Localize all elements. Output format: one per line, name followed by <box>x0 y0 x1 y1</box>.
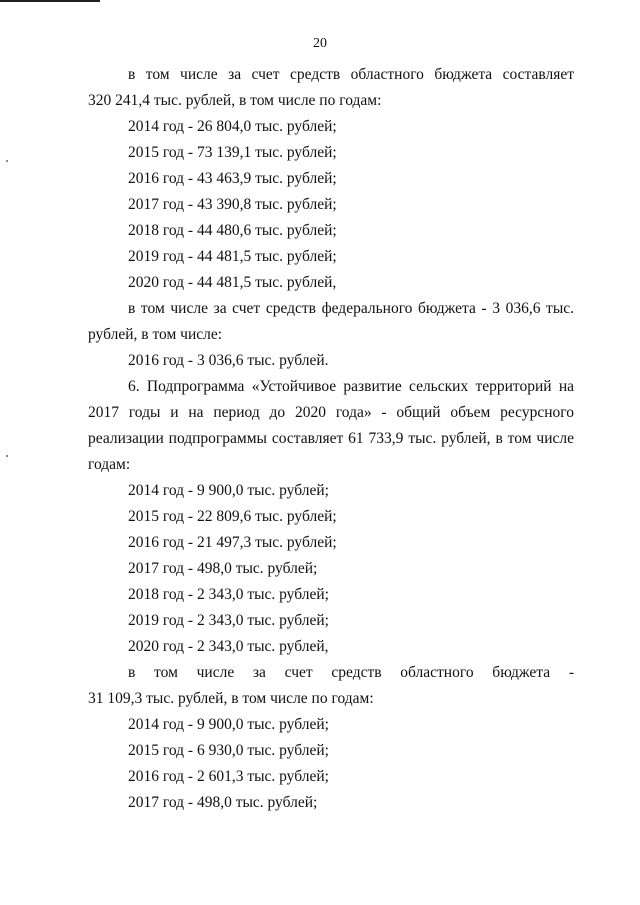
text-line: 2020 год - 44 481,5 тыс. рублей, <box>128 274 337 291</box>
text-line: 2019 год - 44 481,5 тыс. рублей; <box>128 248 337 265</box>
scan-speck <box>6 455 8 457</box>
text-line: 2016 год - 43 463,9 тыс. рублей; <box>128 170 337 187</box>
text-line: 2015 год - 73 139,1 тыс. рублей; <box>128 144 337 161</box>
top-rule <box>0 0 100 2</box>
text-line: 6. Подпрограмма «Устойчивое развитие сельских территорий на <box>128 378 574 395</box>
text-line: 2020 год - 2 343,0 тыс. рублей, <box>128 638 329 655</box>
text-line: 2014 год - 9 900,0 тыс. рублей; <box>128 716 329 733</box>
text-line: 320 241,4 тыс. рублей, в том числе по годам: <box>88 92 382 109</box>
text-line: реализации подпрограммы составляет 61 733,9 тыс. рублей, в том числе <box>88 430 574 447</box>
text-line: 2017 год - 43 390,8 тыс. рублей; <box>128 196 337 213</box>
text-line: 2018 год - 44 480,6 тыс. рублей; <box>128 222 337 239</box>
document-body <box>88 62 574 816</box>
text-line: 2014 год - 9 900,0 тыс. рублей; <box>128 482 329 499</box>
text-line: 2015 год - 6 930,0 тыс. рублей; <box>128 742 329 759</box>
text-line: в том числе за счет средств федерального бюджета - 3 036,6 тыс. <box>128 300 574 317</box>
text-line: 2017 годы и на период до 2020 года» - общий объем ресурсного <box>88 404 574 421</box>
text-line: рублей, в том числе: <box>88 326 223 343</box>
text-line: 2018 год - 2 343,0 тыс. рублей; <box>128 586 329 603</box>
text-line: 31 109,3 тыс. рублей, в том числе по годам: <box>88 690 374 707</box>
text-line: 2019 год - 2 343,0 тыс. рублей; <box>128 612 329 629</box>
scan-speck <box>6 160 8 162</box>
page-number: 20 <box>313 36 327 51</box>
text-line: 2017 год - 498,0 тыс. рублей; <box>128 794 318 811</box>
text-line: 2016 год - 3 036,6 тыс. рублей. <box>128 352 329 369</box>
text-line: 2017 год - 498,0 тыс. рублей; <box>128 560 318 577</box>
text-line: 2014 год - 26 804,0 тыс. рублей; <box>128 118 337 135</box>
text-line: 2015 год - 22 809,6 тыс. рублей; <box>128 508 337 525</box>
text-line: 2016 год - 21 497,3 тыс. рублей; <box>128 534 337 551</box>
text-line: в том числе за счет средств областного бюджета составляет <box>128 66 574 83</box>
text-line: в том числе за счет средств областного бюджета - <box>128 664 574 681</box>
text-line: 2016 год - 2 601,3 тыс. рублей; <box>128 768 329 785</box>
text-line: годам: <box>88 456 131 473</box>
